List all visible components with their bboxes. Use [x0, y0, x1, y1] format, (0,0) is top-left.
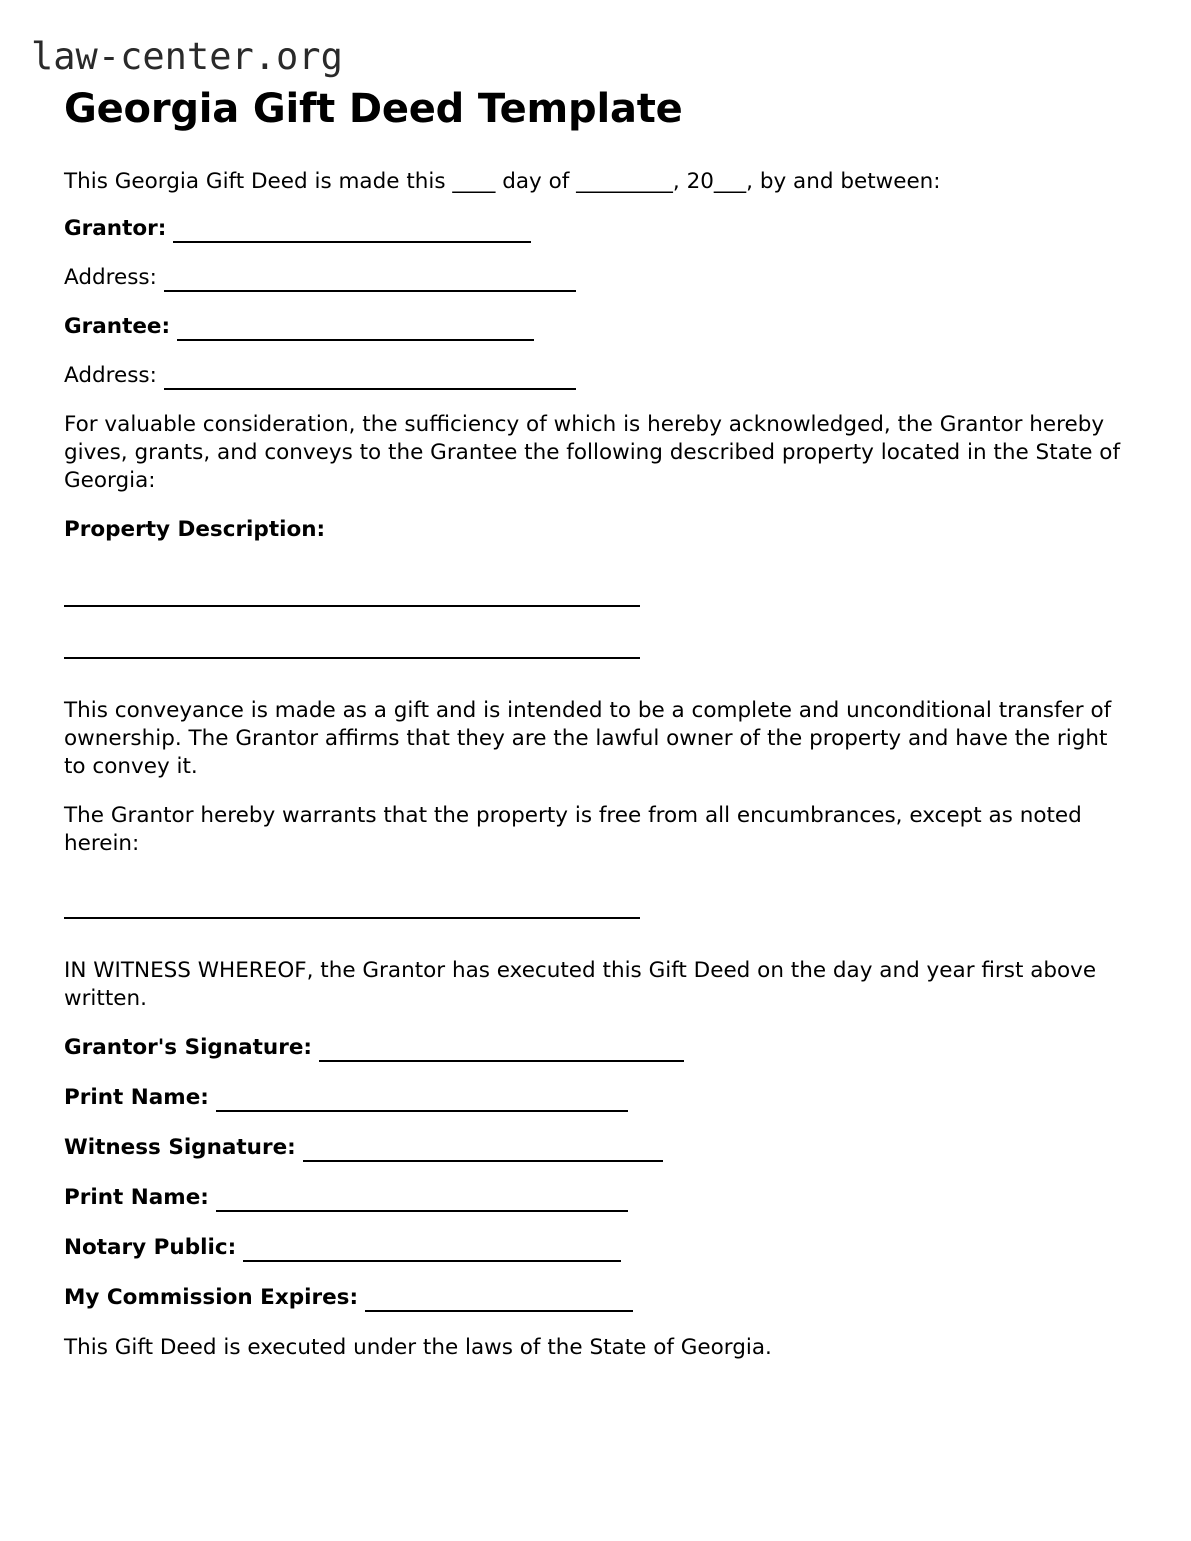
grantor-address-fill-line[interactable] [164, 270, 576, 292]
witness-signature-fill-line[interactable] [303, 1140, 663, 1162]
spacer [64, 659, 1124, 697]
site-name: law-center.org [31, 35, 343, 78]
grantor-signature-label: Grantor's Signature: [64, 1035, 313, 1060]
witness-paragraph: IN WITNESS WHEREOF, the Grantor has executed this Gift Deed on the day and year first above written. [64, 958, 1097, 1011]
notary-public-row [64, 1234, 1124, 1262]
grantee-field-row [64, 313, 1124, 341]
signature-block [64, 1034, 1124, 1312]
notary-public-label: Notary Public: [64, 1235, 237, 1260]
intro-paragraph: This Georgia Gift Deed is made this ____ day of _________, 20___, by and between: [64, 169, 941, 194]
commission-expires-fill-line[interactable] [365, 1290, 633, 1312]
grantor-print-name-row [64, 1084, 1124, 1112]
grantor-print-name-fill-line[interactable] [216, 1090, 628, 1112]
grantee-fill-line[interactable] [177, 319, 534, 341]
grantee-address-field-row [64, 362, 1124, 390]
witness-print-name-label: Print Name: [64, 1185, 209, 1210]
grantor-signature-row [64, 1034, 1124, 1062]
grantor-signature-fill-line[interactable] [319, 1040, 684, 1062]
commission-expires-label: My Commission Expires: [64, 1285, 359, 1310]
notary-public-fill-line[interactable] [243, 1240, 621, 1262]
commission-expires-row [64, 1284, 1124, 1312]
witness-print-name-fill-line[interactable] [216, 1190, 628, 1212]
page-title: Georgia Gift Deed Template [64, 86, 683, 132]
grantor-address-label: Address: [64, 265, 157, 290]
witness-print-name-row [64, 1184, 1124, 1212]
document-body [64, 168, 1124, 1383]
conveyance-paragraph: This conveyance is made as a gift and is intended to be a complete and unconditional transfer of ownership. The Grantor affirms that they are the lawful owner of the property and have the right to convey it. [64, 698, 1112, 779]
grantor-address-field-row [64, 264, 1124, 292]
property-description-heading: Property Description: [64, 517, 326, 542]
closing-paragraph: This Gift Deed is executed under the laws of the State of Georgia. [64, 1335, 772, 1360]
spacer [64, 879, 1124, 917]
witness-signature-row [64, 1134, 1124, 1162]
grantor-print-name-label: Print Name: [64, 1085, 209, 1110]
grantor-label: Grantor: [64, 216, 167, 241]
witness-signature-label: Witness Signature: [64, 1135, 296, 1160]
consideration-paragraph: For valuable consideration, the sufficiency of which is hereby acknowledged, the Grantor hereby gives, grants, and conveys to the Grantee the following described property located in the State of Georgia: [64, 412, 1121, 493]
grantor-fill-line[interactable] [173, 221, 531, 243]
spacer [64, 565, 1124, 605]
spacer [64, 607, 1124, 657]
grantee-address-label: Address: [64, 363, 157, 388]
grantee-label: Grantee: [64, 314, 171, 339]
grantee-address-fill-line[interactable] [164, 368, 576, 390]
spacer [64, 919, 1124, 957]
encumbrance-paragraph: The Grantor hereby warrants that the property is free from all encumbrances, except as noted herein: [64, 803, 1082, 856]
grantor-field-row [64, 215, 1124, 243]
